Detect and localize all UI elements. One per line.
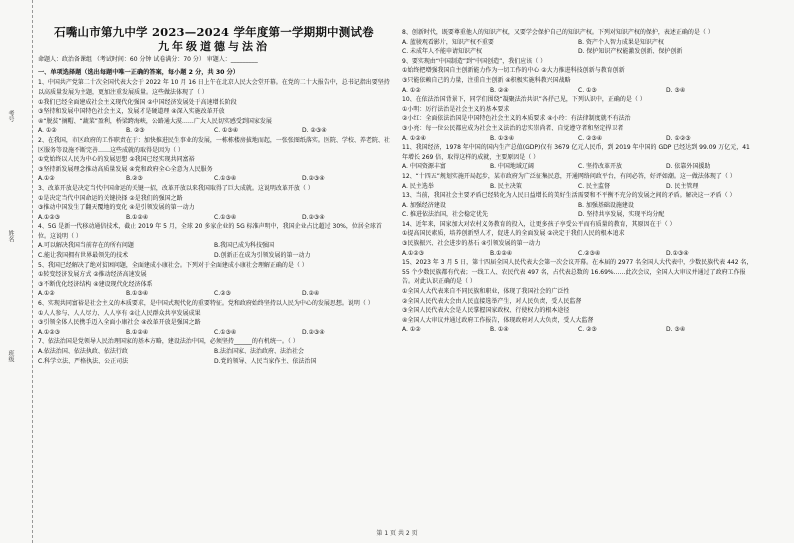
answer-option: B.①②④ [126, 213, 149, 221]
answer-option: D.②③④ [302, 175, 325, 183]
answer-option: A. 加强经济建设 [402, 201, 446, 209]
option-row [38, 241, 390, 251]
question-line: 8、创新时代，既要尊重他人的知识产权，又要学会保护自己的知识产权。下列对知识产权的保护，表述正确的是（ ） [402, 29, 714, 36]
right-column [402, 28, 754, 335]
exam-meta: 命题人：政治备课组 （考试时间：60 分钟 试卷满分：70 分） 审题人：_________ [38, 56, 258, 64]
question-line: 1、中国共产党第二十次全国代表大会于 2022 年 10 月 16 日上午在北京人民大会堂开幕。在党的二十大报告中，总书记指出要坚持以高质量发展为主题，更加注重发展质量。这些做法体现了（ ） [38, 79, 390, 96]
question-line: ①党始终以人民为中心的发展思想 ②我国已经实现共同富裕 [38, 156, 195, 164]
answer-option: A.可以解决我国当前存在的所有问题 [38, 242, 134, 250]
answer-option: C. 推进依法治国，社会稳定优先 [402, 211, 489, 219]
answer-option: C.①③④ [214, 213, 237, 221]
answer-option: C.①③④ [214, 328, 237, 336]
exam-subtitle: 九年级道德与法治 [158, 39, 270, 53]
answer-option: C. ①③ [578, 86, 597, 94]
answer-option: B. 中国地域辽阔 [490, 163, 534, 171]
binding-label: 考号 [7, 110, 14, 122]
question-line: 10、在依法治国背景下，同学们围绕“凝聚法治共识”各抒己见，下列认识中，正确的是（ ） [402, 96, 646, 104]
question-line: ①提高国民素质，培养创新型人才，促进人的全面发展 ②决定于我们人民的根本追求 [402, 230, 625, 238]
binding-label: 姓名 [7, 230, 14, 242]
answer-option: A. 民主选举 [402, 182, 434, 190]
question-line: ③引领全体人民携手迈入全面小康社会 ④改革开放是强国之路 [38, 319, 201, 327]
question-line: ③坚持新发展理念推动高质量发展 ④党和政府全心全意为人民服务 [38, 165, 213, 173]
question-line: ①始终把增强我国自主创新能力作为一切工作的中心 ②大力推进科技创新与教育创新 [402, 67, 625, 75]
answer-option: D. ③④ [666, 326, 686, 334]
answer-option: C.①③④ [214, 175, 237, 183]
answer-option: D. 民主管理 [666, 182, 699, 190]
option-row [402, 182, 754, 192]
option-row [402, 86, 754, 96]
question-line: ①全国人大代表来自不同民族和职业，体现了我国社会的广泛性 [402, 288, 570, 296]
question-line: ③坚持和发展中国特色社会主义，发展才是硬道理 ④深入实施改革开放 [38, 108, 225, 116]
question-line: 15、2023 年 3 月 5 日，第十四届全国人民代表大会第一次会议开幕。在本届的 2977 名全国人大代表中，少数民族代表 442 名，55 个少数民族都有代表；一线工人、农民代表 497 名，占代表总数的 16.69%……此次会议，全国人大审议并通过了政府工作报告。对此认识正确的是（ ） [402, 259, 753, 286]
exam-title: 石嘴山市第九中学 2023—2024 学年度第一学期期中测试卷 [54, 25, 374, 39]
question-line: 14、近年来，国家加大对农村义务教育的投入，让更多孩子享受公平而有质量的教育，其原因在于（ ） [402, 220, 676, 228]
answer-option: A. ①②④ [402, 134, 426, 142]
question-line: ④全国人大审议并通过政府工作报告，体现政府对人大负责，受人大监督 [402, 316, 594, 324]
right-questions [402, 28, 754, 335]
question-line: ①是决定当代中国命运的关键抉择 ②是我们的强国之路 [38, 194, 183, 202]
answer-option: B.①②④ [126, 328, 149, 336]
question-line: ③只能依赖自己的力量，注重自主创新 ④积极实施科教兴国战略 [402, 76, 571, 84]
question-line: ①转变经济发展方式 ②推动经济高速发展 [38, 271, 147, 279]
answer-option: D.党的领导、人民当家作主、依法治国 [214, 357, 317, 365]
answer-option: A.①② [38, 290, 55, 298]
question-line: 2、在我国，市区政府的工作职责在于：加快推进民生事业的发展，一栋栋楼房拔地而起，一张张图纸落实。医院、学校、养老院、社区服务等设施不断完善……这些成就的取得是因为（ ） [38, 136, 390, 154]
question-line: 12、“十四五”规划实施开局起步，某市政府为广泛征集民意，开通网络问政平台，有问必答，好评如潮。这一做法体现了（ ） [402, 172, 736, 180]
question-line: 13、当前，我国社会主要矛盾已经转化为人民日益增长的美好生活需要和不平衡不充分的发展之间的矛盾。解决这一矛盾（ ） [402, 192, 736, 200]
answer-option: D. 保护知识产权能激发创新、保护创新 [578, 48, 683, 56]
answer-option: B.法治国家、法治政府、法治社会 [214, 348, 305, 355]
option-row [38, 289, 390, 299]
answer-option: B. ①③④ [490, 134, 515, 142]
question-line: 5、我国已经解决了绝对贫困问题，全面建成小康社会。下列对于全面建成小康社会理解正确的是（ ） [38, 261, 308, 269]
answer-option: C. 坚持改革开放 [578, 163, 623, 171]
answer-option: B.我国已成为科技强国 [214, 242, 275, 250]
option-row [38, 357, 390, 367]
question-line: 9、要实现由“中国制造”到“中国创造”，我们应该（ ） [402, 57, 547, 65]
answer-option: A. 中国资源丰富 [402, 163, 446, 171]
answer-option: A.①② [38, 175, 55, 183]
answer-option: D. ①②③ [666, 134, 691, 142]
page-footer: 第 1 页 共 2 页 [376, 530, 418, 537]
left-column [38, 25, 390, 366]
question-line: ②全国人民代表大会由人民直接选举产生，对人民负责，受人民监督 [402, 297, 582, 305]
question-line: ③小亮：每一位公民都应成为社会主义法治的忠实崇尚者、自觉遵守者和坚定捍卫者 [402, 124, 624, 132]
binding-strip [0, 0, 33, 543]
option-row [402, 201, 754, 211]
question-line: ③不断优化经济结构 ④建设现代化经济体系 [38, 280, 153, 288]
answer-option: B. ②④ [490, 86, 509, 94]
option-row [402, 325, 754, 335]
option-row [402, 162, 754, 172]
section-heading: 一、单项选择题（选出每题中唯一正确的答案，每小题 2 分，共 30 分） [38, 68, 239, 76]
answer-option: D. ③④ [666, 86, 686, 94]
option-row [38, 347, 390, 357]
answer-option: B. ①④ [490, 326, 509, 334]
answer-option: B. 加强基础设施建设 [578, 201, 634, 209]
answer-option: B. 民主决策 [490, 182, 522, 190]
answer-option: B.①②④ [490, 249, 513, 257]
answer-option: B.②③ [126, 175, 143, 183]
answer-option: A.①②③ [38, 328, 61, 336]
option-row [38, 328, 390, 338]
option-row [38, 251, 390, 261]
answer-option: A. 蓝骏观看影片，知识产权不重要 [402, 38, 494, 46]
option-row [402, 47, 754, 57]
answer-option: D.①③④ [666, 249, 689, 257]
answer-option: C. 民主监督 [578, 182, 611, 190]
answer-option: C.能让我国拥有世界最领先的技术 [38, 252, 129, 260]
question-line: ③民族振兴、社会进步的基石 ④引领发展的第一动力 [402, 240, 541, 248]
answer-option: C.科学立法、严格执法、公正司法 [38, 357, 129, 365]
answer-option: C. ②③④ [578, 134, 603, 142]
option-row [38, 126, 390, 136]
left-questions [38, 78, 390, 366]
question-line: 3、改革开放是决定当代中国命运的关键一招，改革开放以来我国取得了巨大成就。这说明改革开放（ ） [38, 184, 314, 192]
answer-option: D. 坚持共享发展，实现平均分配 [578, 211, 665, 219]
option-row [38, 174, 390, 184]
question-line: 6、实现共同富裕是社会主义的本质要求，是中国式现代化的重要特征。党和政府始终坚持以人民为中心的发展思想。说明（ ） [38, 300, 374, 308]
answer-option: C.②③ [214, 290, 231, 298]
question-line: ③推动中国发生了翻天覆地的变化 ④是引领发展的第一动力 [38, 204, 195, 212]
question-line: 11、我国经济，1978 年中国的国内生产总值(GDP)仅有 3679 亿元人民币，到 2019 年中国的 GDP 已经达到 99.09 万亿元，41 年增长 269 倍，取得这样的成就，主要原因是（ ） [402, 144, 750, 161]
answer-option: B. ②③ [126, 127, 145, 135]
answer-option: C.②③④ [578, 249, 601, 257]
answer-option: D.创新正在成为引领发展的第一动力 [214, 252, 311, 260]
option-row [402, 134, 754, 144]
answer-option: B.①③④ [126, 290, 149, 298]
question-line: ③全国人民代表大会是人民掌握国家政权、行使权力的根本途径 [402, 307, 570, 315]
question-line: ①小明：厉行法治是社会主义的基本要求 [402, 105, 510, 113]
answer-option: A. ①② [402, 86, 421, 94]
answer-option: D.②④ [302, 290, 320, 298]
answer-option: A.①②③ [402, 249, 425, 257]
question-line: ①我们已经全面建成社会主义现代化强国 ②中国经济发展处于高速增长阶段 [38, 98, 237, 106]
question-line: ④“脱贫”摘帽、“蔬菜”盈利，桥梁跨海峡，公路通大漠……广大人民切实感受到国家发展 [38, 117, 272, 125]
option-row [402, 210, 754, 220]
question-line: 4、5G 是新一代移动通信技术，截止 2019 年 5 月，全球 20 多家企业的 5G 标准声明中，我国企业占比超过 30%，位居全球首位。这说明（ ） [38, 223, 382, 240]
option-row [402, 249, 754, 259]
answer-option: C. ①③④ [214, 127, 239, 135]
answer-option: B. 资产个人智力成果是知识产权 [578, 38, 664, 46]
answer-option: C. 未成年人不能申请知识产权 [402, 48, 483, 56]
answer-option: A. ①② [402, 326, 421, 334]
answer-option: A. ①② [38, 127, 57, 135]
answer-option: D. 依靠外国援助 [666, 163, 711, 171]
binding-label: 班级 [7, 350, 14, 362]
option-row [38, 213, 390, 223]
answer-option: D.②③④ [302, 213, 325, 221]
answer-option: D.②③④ [302, 328, 325, 336]
option-row [402, 38, 754, 48]
answer-option: D. ②③④ [302, 127, 327, 135]
question-line: ②小红：全面依法治国是中国特色社会主义的本质要求 ④小玲：有法律制度就不有法治 [402, 115, 631, 123]
question-line: ①人人参与、人人尽力、人人享有 ②让人民群众共享发展成果 [38, 309, 201, 317]
answer-option: C. ②③ [578, 326, 597, 334]
answer-option: A.①②③ [38, 213, 61, 221]
question-line: 7、依法治国是党领导人民治理国家的基本方略，建设法治中国，必须坚持______的有机统一。（ ） [38, 338, 299, 346]
answer-option: A.依法治国、依法执政、依法行政 [38, 348, 128, 355]
